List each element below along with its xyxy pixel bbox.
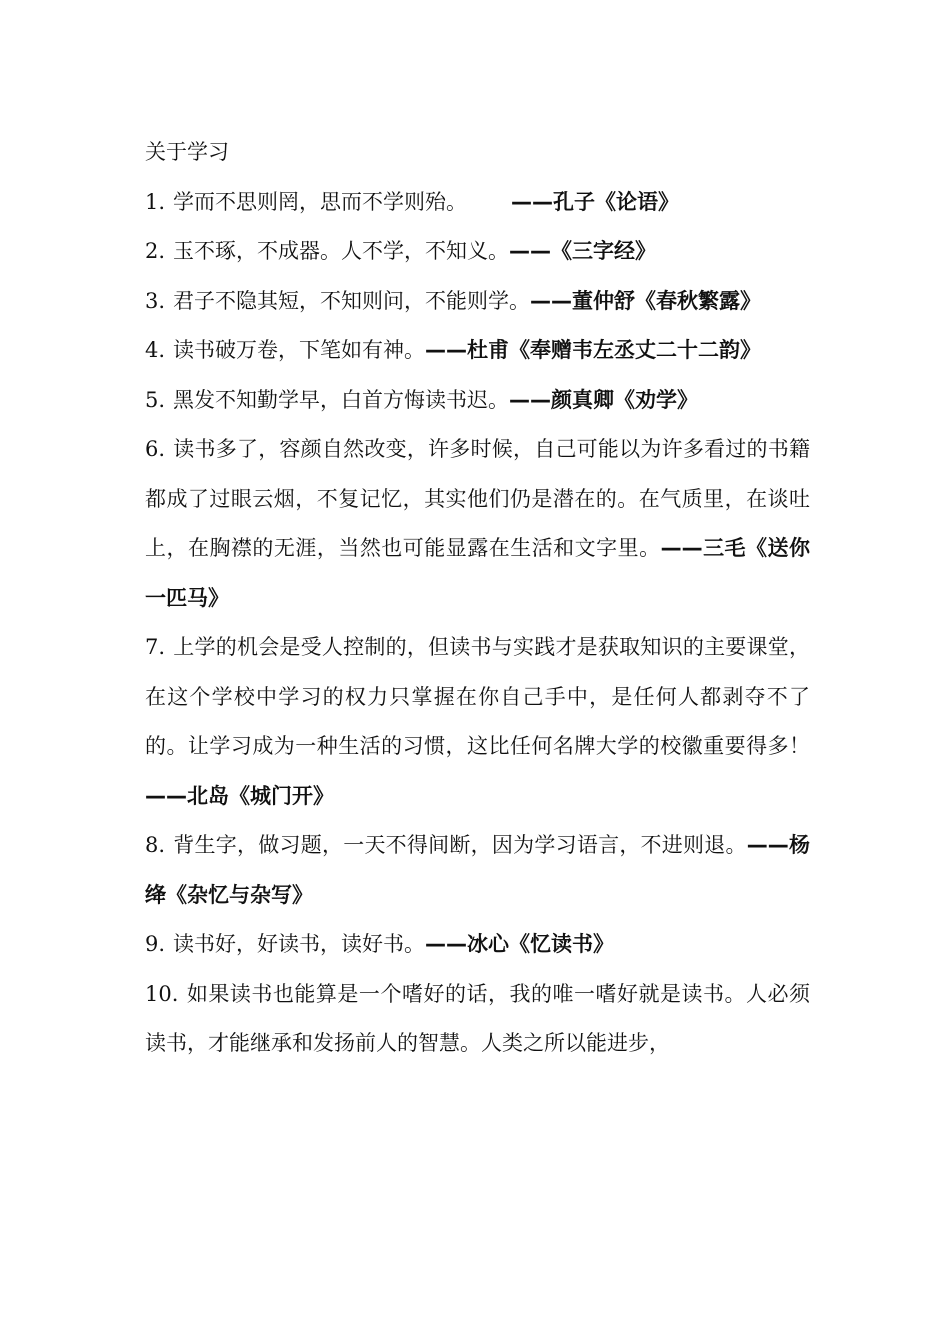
quote-text: 读书多了，容颜自然改变，许多时候，自己可能以为许多看过的书籍都成了过眼云烟，不复记忆，其实他们仍是潜在的。在气质里，在谈吐上，在胸襟的无涯，当然也可能显露在生活和文字里。: [145, 437, 810, 560]
quote-number: 10.: [145, 981, 179, 1006]
quote-item: [145, 326, 810, 376]
quote-number: 9.: [145, 932, 166, 956]
quote-text: 读书破万卷，下笔如有神。: [173, 338, 426, 362]
quote-source: ——北岛《城门开》: [145, 783, 334, 808]
quote-source: ——董仲舒《春秋繁露》: [530, 288, 762, 313]
quote-number: 6.: [145, 437, 166, 461]
document-title: 关于学习: [145, 140, 229, 164]
quote-item: [145, 821, 810, 920]
quote-number: 2.: [145, 239, 166, 263]
quote-text: 上学的机会是受人控制的，但读书与实践才是获取知识的主要课堂，在这个学校中学习的权力只掌握在你自己手中，是任何人都剥夺不了的。让学习成为一种生活的习惯，这比任何名牌大学的校徽重要得多！: [145, 635, 810, 758]
quote-number: 8.: [145, 833, 166, 857]
quote-number: 5.: [145, 387, 166, 412]
quote-source: ——冰心《忆读书》: [425, 932, 615, 956]
quote-number: 7.: [145, 635, 166, 659]
quote-item: [145, 920, 810, 970]
quote-source: ——《三字经》: [509, 239, 657, 263]
quote-item: [145, 970, 810, 1069]
quote-item: [145, 425, 810, 623]
quote-text: 背生字，做习题，一天不得间断，因为学习语言，不进则退。: [173, 833, 747, 857]
quote-number: 4.: [145, 338, 166, 362]
quote-text: 读书好，好读书，读好书。: [173, 932, 426, 956]
quote-item: [145, 376, 810, 426]
quote-item: [145, 227, 810, 277]
quote-item: [145, 178, 810, 228]
quote-source: ——三毛《送你一匹马》: [145, 536, 811, 610]
quote-text: 玉不琢，不成器。人不学，不知义。: [173, 239, 510, 263]
quote-source: ——颜真卿《劝学》: [509, 387, 699, 412]
quote-source: ——孔子《论语》: [511, 189, 680, 214]
quote-number: 3.: [145, 288, 166, 313]
quote-text: 学而不思则罔，思而不学则殆。: [173, 189, 468, 214]
quote-item: [145, 623, 810, 821]
quote-text: 君子不隐其短，不知则问，不能则学。: [173, 288, 531, 313]
quote-source: ——杜甫《奉赠韦左丞丈二十二韵》: [425, 338, 762, 362]
quote-source: ——杨绛《杂忆与杂写》: [145, 833, 811, 907]
quote-text: 如果读书也能算是一个嗜好的话，我的唯一嗜好就是读书。人必须读书，才能继承和发扬前人的智慧。人类之所以能进步，: [145, 981, 810, 1055]
quote-number: 1.: [145, 189, 166, 214]
quote-text: 黑发不知勤学早，白首方悔读书迟。: [173, 387, 510, 412]
document-page: [145, 128, 810, 1069]
quote-item: [145, 277, 810, 327]
